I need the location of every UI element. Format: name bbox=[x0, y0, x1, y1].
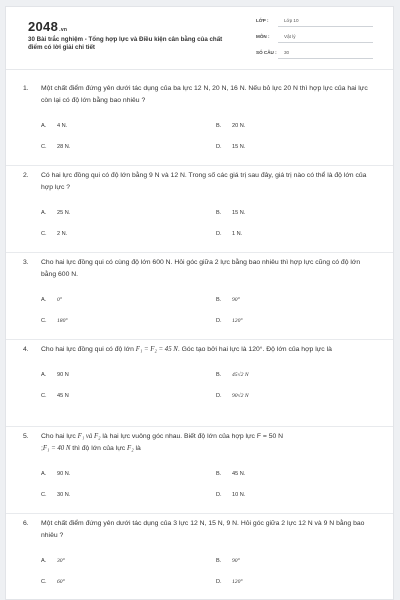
class-underline bbox=[278, 26, 373, 27]
option-text: 90√2 N bbox=[232, 393, 249, 399]
option-label: B. bbox=[216, 210, 222, 216]
worksheet-title: 30 Bài trắc nghiệm - Tổng hợp lực và Điều kiện cân bằng của chất điểm có lời giải chi tiết bbox=[28, 36, 223, 51]
option-d[interactable] bbox=[216, 231, 242, 237]
unit: N bbox=[171, 346, 178, 353]
question-body: ; bbox=[41, 445, 43, 452]
option-label: A. bbox=[41, 210, 47, 216]
option-c[interactable] bbox=[41, 579, 65, 585]
option-label: D. bbox=[216, 318, 222, 324]
option-c[interactable] bbox=[41, 231, 67, 237]
option-d[interactable] bbox=[216, 492, 245, 498]
option-label: D. bbox=[216, 231, 222, 237]
option-b[interactable] bbox=[216, 210, 245, 216]
option-text: 90° bbox=[232, 297, 240, 303]
subject-value: Vật lý bbox=[284, 34, 296, 39]
option-text: 90° bbox=[232, 558, 240, 564]
question-count-label: SỐ CÂU : bbox=[256, 50, 277, 55]
option-a[interactable] bbox=[41, 471, 70, 477]
option-label: D. bbox=[216, 492, 222, 498]
question-separator bbox=[6, 426, 393, 427]
option-label: D. bbox=[216, 393, 222, 399]
question-separator bbox=[6, 339, 393, 340]
option-b[interactable] bbox=[216, 123, 245, 129]
option-label: C. bbox=[41, 579, 47, 585]
option-label: A. bbox=[41, 471, 47, 477]
option-text: 10 N. bbox=[232, 492, 246, 498]
class-label: LỚP : bbox=[256, 18, 269, 23]
question-number: 2. bbox=[23, 172, 29, 179]
question-separator bbox=[6, 513, 393, 514]
worksheet-header bbox=[6, 7, 393, 69]
option-d[interactable] bbox=[216, 144, 245, 150]
question-1-options bbox=[23, 107, 375, 155]
subject-underline bbox=[278, 42, 373, 43]
option-text: 30° bbox=[57, 558, 65, 564]
question-body: Có hai lực đồng qui có độ lớn bằng 9 N và 12 N. Trong số các giá trị sau đây, giá trị nào có thể là độ lớn của hợp lực ? bbox=[41, 172, 367, 191]
option-a[interactable] bbox=[41, 123, 67, 129]
question-body: là hai lực vuông góc nhau. Biết độ lớn của hợp lực F = 50 N bbox=[100, 433, 284, 440]
option-text: 120° bbox=[232, 579, 243, 585]
question-separator bbox=[6, 165, 393, 166]
question-1 bbox=[23, 83, 375, 155]
question-body: Một chất điểm đứng yên dưới tác dụng của 3 lực 12 N, 15 N, 9 N. Hỏi góc giữa 2 lực 12 N và 9 N bằng bao nhiêu ? bbox=[41, 520, 365, 539]
question-4-text bbox=[23, 344, 375, 356]
option-label: A. bbox=[41, 297, 47, 303]
force-formula: F₁ = F₂ = 45 bbox=[135, 346, 172, 353]
logo-suffix: .vn bbox=[59, 27, 68, 33]
option-label: B. bbox=[216, 372, 222, 378]
option-text: 1 N. bbox=[232, 231, 243, 237]
option-label: C. bbox=[41, 393, 47, 399]
question-2 bbox=[23, 170, 375, 242]
option-c[interactable] bbox=[41, 318, 68, 324]
option-a[interactable] bbox=[41, 558, 65, 564]
question-body: Một chất điểm đứng yên dưới tác dụng của ba lực 12 N, 20 N, 16 N. Nếu bỏ lực 20 N thì hợp lực của hai lực còn lại có độ lớn bằng bao nhiêu ? bbox=[41, 85, 368, 104]
option-text: 20 N. bbox=[232, 123, 246, 129]
question-count-value: 30 bbox=[284, 50, 290, 55]
option-text: 45√2 N bbox=[232, 372, 249, 378]
option-label: B. bbox=[216, 297, 222, 303]
question-body: là bbox=[133, 445, 141, 452]
unit: N bbox=[64, 445, 71, 452]
subject-label: MÔN : bbox=[256, 34, 270, 39]
option-label: B. bbox=[216, 558, 222, 564]
question-number: 4. bbox=[23, 346, 29, 353]
count-underline bbox=[278, 58, 373, 59]
question-6-text bbox=[23, 518, 375, 542]
option-b[interactable] bbox=[216, 471, 245, 477]
force-f1: F₁ bbox=[77, 433, 85, 440]
option-text: 4 N. bbox=[57, 123, 68, 129]
option-label: C. bbox=[41, 231, 47, 237]
option-d[interactable] bbox=[216, 393, 249, 399]
question-3-text bbox=[23, 257, 375, 281]
option-text: 28 N. bbox=[57, 144, 71, 150]
question-body: Cho hai lực đồng qui có độ lớn bbox=[41, 346, 136, 353]
option-d[interactable] bbox=[216, 579, 243, 585]
logo-text: 2048 bbox=[28, 19, 59, 34]
option-text: 2 N. bbox=[57, 231, 68, 237]
option-text: 180° bbox=[57, 318, 68, 324]
option-text: 15 N. bbox=[232, 144, 246, 150]
option-c[interactable] bbox=[41, 144, 70, 150]
option-label: A. bbox=[41, 558, 47, 564]
option-label: C. bbox=[41, 492, 47, 498]
question-2-text bbox=[23, 170, 375, 194]
question-2-options bbox=[23, 194, 375, 242]
question-5 bbox=[23, 431, 375, 503]
option-c[interactable] bbox=[41, 393, 69, 399]
option-label: A. bbox=[41, 372, 47, 378]
option-b[interactable] bbox=[216, 297, 240, 303]
question-4-options bbox=[23, 356, 375, 404]
option-text: 30 N. bbox=[57, 492, 71, 498]
option-b[interactable] bbox=[216, 558, 240, 564]
question-3 bbox=[23, 257, 375, 329]
option-text: 15 N. bbox=[232, 210, 246, 216]
option-text: 90 N. bbox=[57, 471, 71, 477]
option-a[interactable] bbox=[41, 372, 69, 378]
conjunction: và bbox=[84, 433, 95, 440]
question-5-text bbox=[23, 431, 375, 455]
question-body: Cho hai lực đồng qui có cùng độ lớn 600 N. Hỏi góc giữa 2 lực bằng bao nhiêu thì hợp lực cũng có độ lớn bằng 600 N. bbox=[41, 259, 361, 278]
question-number: 3. bbox=[23, 259, 29, 266]
force-f2: F₂ bbox=[94, 433, 101, 440]
option-label: C. bbox=[41, 318, 47, 324]
site-logo[interactable] bbox=[28, 19, 67, 34]
option-label: C. bbox=[41, 144, 47, 150]
force-formula: F₁ = 40 bbox=[42, 445, 65, 452]
option-text: 45 N. bbox=[232, 471, 246, 477]
question-number: 1. bbox=[23, 85, 29, 92]
option-text: 120° bbox=[232, 318, 243, 324]
question-body: Cho hai lực bbox=[41, 433, 78, 440]
option-text: 0° bbox=[57, 297, 63, 303]
worksheet-page bbox=[5, 6, 394, 600]
force-f2: F₂ bbox=[127, 445, 134, 452]
option-d[interactable] bbox=[216, 318, 243, 324]
question-body: . Góc tạo bởi hai lực là 120°. Độ lớn của hợp lực là bbox=[177, 346, 332, 353]
option-text: 90 N bbox=[57, 372, 69, 378]
question-body: thì độ lớn của lực bbox=[70, 445, 128, 452]
option-label: D. bbox=[216, 144, 222, 150]
class-value: Lớp 10 bbox=[284, 18, 299, 23]
question-6-options bbox=[23, 542, 375, 590]
header-divider bbox=[6, 69, 393, 70]
option-label: B. bbox=[216, 471, 222, 477]
option-text: 25 N. bbox=[57, 210, 71, 216]
option-label: A. bbox=[41, 123, 47, 129]
option-text: 45 N bbox=[57, 393, 69, 399]
option-label: B. bbox=[216, 123, 222, 129]
question-5-options bbox=[23, 455, 375, 503]
question-4 bbox=[23, 344, 375, 404]
option-label: D. bbox=[216, 579, 222, 585]
option-a[interactable] bbox=[41, 210, 70, 216]
option-c[interactable] bbox=[41, 492, 70, 498]
question-3-options bbox=[23, 281, 375, 329]
question-6 bbox=[23, 518, 375, 590]
question-1-text bbox=[23, 83, 375, 107]
option-b[interactable] bbox=[216, 372, 249, 378]
question-number: 6. bbox=[23, 520, 29, 527]
question-number: 5. bbox=[23, 433, 29, 440]
option-text: 60° bbox=[57, 579, 65, 585]
question-separator bbox=[6, 252, 393, 253]
option-a[interactable] bbox=[41, 297, 62, 303]
